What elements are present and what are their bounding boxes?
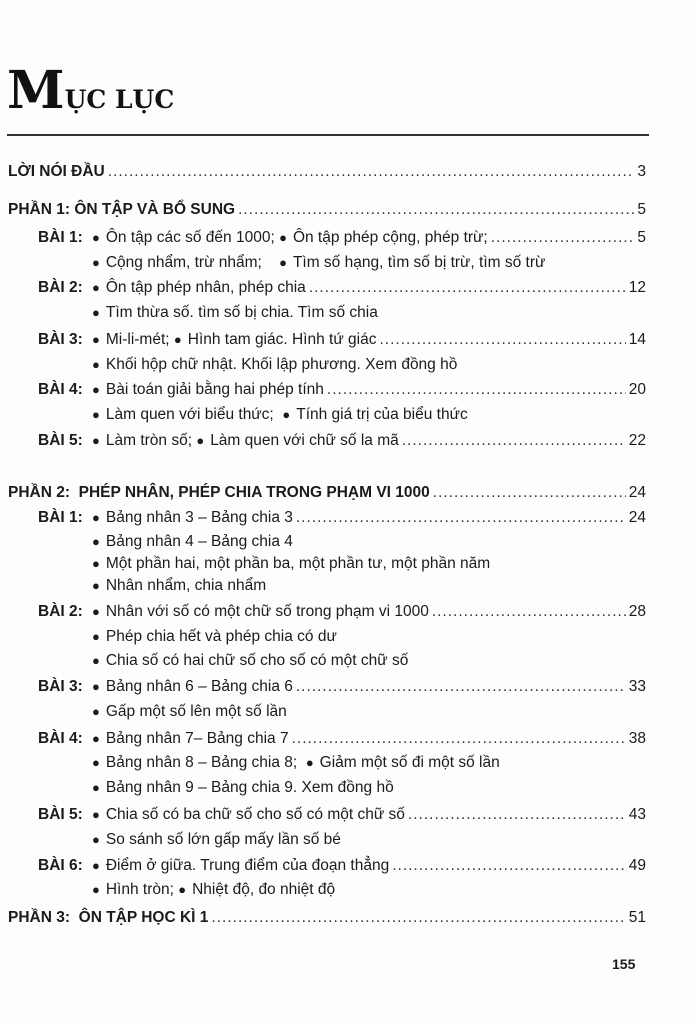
lesson-label: BÀI 5: (38, 806, 83, 823)
entry-page: 38 (628, 730, 646, 747)
topic: Bảng nhân 4 – Bảng chia 4 (105, 533, 293, 550)
bullet-icon: ● (92, 510, 100, 525)
topic: Nhân với số có một chữ số trong phạm vi 1000 (105, 603, 429, 620)
leader-dots (211, 909, 625, 927)
bullet-icon: ● (279, 255, 287, 270)
leader-dots (309, 279, 626, 297)
topic: Hình tam giác. Hình tứ giác (187, 331, 377, 348)
bullet-icon: ● (178, 882, 187, 897)
bullet-icon: ● (92, 679, 100, 694)
toc-part-2[interactable] (0, 484, 695, 508)
title-initial: M (7, 60, 65, 121)
toc-entry-preface[interactable] (0, 163, 695, 187)
topic: Bảng nhân 9 – Bảng chia 9. Xem đồng hồ (105, 779, 394, 796)
topic: Bảng nhân 8 – Bảng chia 8; (105, 754, 298, 771)
bullet-icon: ● (92, 433, 100, 448)
bullet-icon: ● (282, 407, 291, 422)
entry-page: 24 (628, 484, 646, 501)
entry-page: 24 (628, 509, 646, 526)
lesson-label: BÀI 6: (38, 857, 83, 874)
bullet-icon: ● (92, 653, 100, 668)
bullet-icon: ● (92, 882, 100, 897)
leader-dots (327, 381, 626, 399)
lesson-label: BÀI 4: (38, 381, 83, 398)
toc-lesson-p1-b4[interactable] (0, 381, 695, 405)
toc-lesson-p2-b4-line2 (0, 754, 695, 778)
bullet-icon: ● (92, 382, 100, 397)
lesson-label: BÀI 4: (38, 730, 83, 747)
bullet-icon: ● (92, 807, 100, 822)
toc-lesson-p2-b3[interactable] (0, 678, 695, 702)
leader-dots (408, 806, 626, 824)
bullet-icon: ● (92, 255, 100, 270)
leader-dots (432, 603, 626, 621)
lesson-label: BÀI 5: (38, 432, 83, 449)
entry-page: 12 (628, 279, 646, 296)
topic: Ôn tập các số đến 1000; (105, 229, 275, 246)
bullet-icon: ● (92, 731, 100, 746)
toc-lesson-p2-b2-line2 (0, 628, 695, 652)
leader-dots (392, 857, 626, 875)
topic: Ôn tập phép cộng, phép trừ; (292, 229, 488, 246)
toc-lesson-p2-b4[interactable] (0, 730, 695, 754)
bullet-icon: ● (92, 604, 100, 619)
toc-lesson-p2-b5-line2 (0, 831, 695, 855)
topic: Làm tròn số; (105, 432, 193, 449)
topic: Bài toán giải bằng hai phép tính (105, 381, 324, 398)
toc-lesson-p2-b4-line3 (0, 779, 695, 803)
entry-page: 22 (628, 432, 646, 449)
part-label: PHẦN 3: (8, 909, 71, 926)
leader-dots (108, 163, 635, 181)
leader-dots (238, 201, 634, 219)
toc-lesson-p2-b3-line2 (0, 703, 695, 727)
toc-lesson-p1-b3[interactable] (0, 331, 695, 355)
toc-lesson-p2-b6-line2 (0, 881, 695, 905)
entry-page: 33 (628, 678, 646, 695)
topic: Mi-li-mét; (105, 331, 170, 348)
bullet-icon: ● (92, 832, 100, 847)
topic: Làm quen với biểu thức; (105, 406, 274, 423)
topic: Làm quen với chữ số la mã (210, 432, 399, 449)
entry-page: 43 (628, 806, 646, 823)
part-label: PHẦN 2: (8, 484, 71, 501)
entry-page: 49 (628, 857, 646, 874)
part-title: ÔN TẬP VÀ BỔ SUNG (74, 201, 236, 218)
bullet-icon: ● (92, 629, 100, 644)
leader-dots (379, 331, 625, 349)
bullet-icon: ● (92, 556, 100, 571)
entry-page: 5 (637, 201, 646, 218)
bullet-icon: ● (279, 230, 287, 245)
bullet-icon: ● (92, 407, 100, 422)
toc-lesson-p1-b1-line2 (0, 254, 695, 278)
topic: So sánh số lớn gấp mấy lần số bé (105, 831, 341, 848)
toc-lesson-p2-b1-line3 (0, 555, 695, 579)
topic: Bảng nhân 7– Bảng chia 7 (105, 730, 289, 747)
bullet-icon: ● (305, 755, 314, 770)
bullet-icon: ● (92, 755, 100, 770)
topic: Gấp một số lên một số lần (105, 703, 287, 720)
entry-page: 5 (637, 229, 646, 246)
bullet-icon: ● (92, 780, 100, 795)
part-title: PHÉP NHÂN, PHÉP CHIA TRONG PHẠM VI 1000 (78, 484, 430, 501)
toc-lesson-p2-b2-line3 (0, 652, 695, 676)
topic: Điểm ở giữa. Trung điểm của đoạn thẳng (105, 857, 390, 874)
topic: Nhiệt độ, đo nhiệt độ (192, 881, 336, 898)
entry-page: 20 (628, 381, 646, 398)
bullet-icon: ● (92, 230, 100, 245)
lesson-label: BÀI 1: (38, 509, 83, 526)
entry-page: 51 (628, 909, 646, 926)
toc-lesson-p1-b1[interactable] (0, 229, 695, 253)
topic: Hình tròn; (105, 881, 174, 898)
topic: Một phần hai, một phần ba, một phần tư, một phần năm (105, 555, 491, 572)
part-title: ÔN TẬP HỌC KÌ 1 (78, 909, 209, 926)
title-rest: ỤC LỤC (64, 85, 175, 114)
page-title (7, 60, 174, 121)
part-label: PHẦN 1: (8, 201, 71, 218)
entry-page: 28 (628, 603, 646, 620)
lesson-label: BÀI 3: (38, 678, 83, 695)
entry-page: 14 (628, 331, 646, 348)
lesson-label: BÀI 2: (38, 279, 83, 296)
lesson-label: BÀI 1: (38, 229, 83, 246)
toc-lesson-p1-b5[interactable] (0, 432, 695, 456)
title-rule (7, 134, 649, 136)
topic: Khối hộp chữ nhật. Khối lập phương. Xem đồng hồ (105, 356, 458, 373)
topic: Ôn tập phép nhân, phép chia (105, 279, 306, 296)
leader-dots (402, 432, 626, 450)
bullet-icon: ● (92, 858, 100, 873)
toc-lesson-p2-b1-line4 (0, 577, 695, 601)
topic: Bảng nhân 6 – Bảng chia 6 (105, 678, 293, 695)
topic: Phép chia hết và phép chia có dư (105, 628, 337, 645)
leader-dots (491, 229, 635, 247)
topic: Bảng nhân 3 – Bảng chia 3 (105, 509, 293, 526)
toc-lesson-p2-b1[interactable] (0, 509, 695, 533)
lesson-label: BÀI 2: (38, 603, 83, 620)
bullet-icon: ● (92, 280, 100, 295)
topic: Tìm thừa số. tìm số bị chia. Tìm số chia (105, 304, 378, 321)
topic: Nhân nhẩm, chia nhẩm (105, 577, 267, 594)
toc-lesson-p1-b2-line2 (0, 304, 695, 328)
toc-lesson-p1-b3-line2 (0, 356, 695, 380)
toc-lesson-p1-b4-line2 (0, 406, 695, 430)
toc-lesson-p2-b6[interactable] (0, 857, 695, 881)
leader-dots (292, 730, 626, 748)
bullet-icon: ● (92, 357, 100, 372)
bullet-icon: ● (92, 534, 100, 549)
entry-title: LỜI NÓI ĐẦU (8, 163, 105, 180)
toc-lesson-p2-b1-line2 (0, 533, 695, 557)
lesson-label: BÀI 3: (38, 331, 83, 348)
bullet-icon: ● (196, 433, 205, 448)
topic: Chia số có hai chữ số cho số có một chữ số (105, 652, 409, 669)
topic: Tìm số hạng, tìm số bị trừ, tìm số trừ (292, 254, 546, 271)
page-number: 155 (612, 956, 636, 972)
leader-dots (433, 484, 626, 502)
leader-dots (296, 678, 626, 696)
topic: Giảm một số đi một số lần (319, 754, 500, 771)
topic: Tính giá trị của biểu thức (296, 406, 468, 423)
toc-part-1[interactable] (0, 201, 695, 225)
bullet-icon: ● (92, 332, 100, 347)
topic: Chia số có ba chữ số cho số có một chữ số (105, 806, 405, 823)
toc-lesson-p2-b2[interactable] (0, 603, 695, 627)
bullet-icon: ● (92, 704, 100, 719)
bullet-icon: ● (92, 578, 100, 593)
toc-lesson-p2-b5[interactable] (0, 806, 695, 830)
toc-lesson-p1-b2[interactable] (0, 279, 695, 303)
bullet-icon: ● (173, 332, 182, 347)
bullet-icon: ● (92, 305, 100, 320)
toc-part-3[interactable] (0, 909, 695, 933)
entry-page: 3 (637, 163, 646, 180)
topic: Cộng nhẩm, trừ nhẩm; (105, 254, 262, 271)
leader-dots (296, 509, 626, 527)
